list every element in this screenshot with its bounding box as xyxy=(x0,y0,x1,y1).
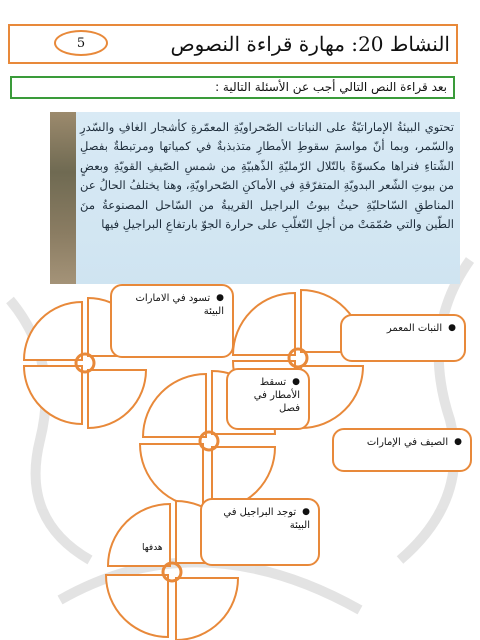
note-plants xyxy=(340,314,466,362)
bullet-icon: ● xyxy=(448,323,456,333)
title-bar xyxy=(8,24,458,64)
page-number-badge: 5 xyxy=(54,30,108,56)
passage-text: تحتوي البيئةُ الإماراتيّةُ على النباتات الصّحراويّةِ المعمّرةِ كأشجار الغافِ والسّدرِ والسّمر، وبما أنّ مواسمَ سقوطِ الأمطارِ متذبذبةٌ في كمياتها ومرتبطةٌ بفصلِ الشّتاءِ فنراها مكسوّةً بالتّلال الرّمليّةِ الذّهبيّةِ من شمسِ الصّيفِ القويّةِ وبعضٍ من بيوتِ الشّعر البدويّةِ المتفرّقةِ في الأماكنِ الصّحراويّةِ، وهنا يختلفُ الحالُ عن المناطقِ السّاحليّةِ حيثُ بيوتُ البراجيل القريبةُ من السّاحل المصنوعةُ منَ الطّين والتي صُمّمَتْ من أجلِ التّغلّبِ على حرارة الجوّ بارتفاعِ البراجيلِ فيها xyxy=(80,120,454,232)
goal-label: هدفها xyxy=(142,543,163,553)
note-rain xyxy=(226,368,310,430)
note-dominant xyxy=(110,284,234,358)
connector-ring xyxy=(76,354,94,372)
instruction-box: بعد قراءة النص التالي أجب عن الأسئلة التالية : xyxy=(10,76,455,99)
bullet-icon: ● xyxy=(454,437,462,447)
activity-title: النشاط 20: مهارة قراءة النصوص xyxy=(170,32,450,56)
connector-ring xyxy=(200,432,218,450)
note-summer-text: الصيف في الإمارات xyxy=(366,437,449,448)
bullet-icon: ● xyxy=(292,377,300,387)
bullet-icon: ● xyxy=(302,507,310,517)
note-dominant-text: تسود في الامارات البيئة xyxy=(135,293,224,317)
desert-photo xyxy=(50,112,76,284)
note-barajeel-text: توجد البراجيل في البيئة xyxy=(223,507,310,531)
bullet-icon: ● xyxy=(216,293,224,303)
note-plants-text: النبات المعمر xyxy=(386,323,443,334)
note-rain-text: تسقط الأمطار في فصل xyxy=(253,377,300,414)
reading-passage xyxy=(50,112,460,284)
note-summer xyxy=(332,428,472,472)
note-barajeel xyxy=(200,498,320,566)
connector-ring xyxy=(289,349,307,367)
